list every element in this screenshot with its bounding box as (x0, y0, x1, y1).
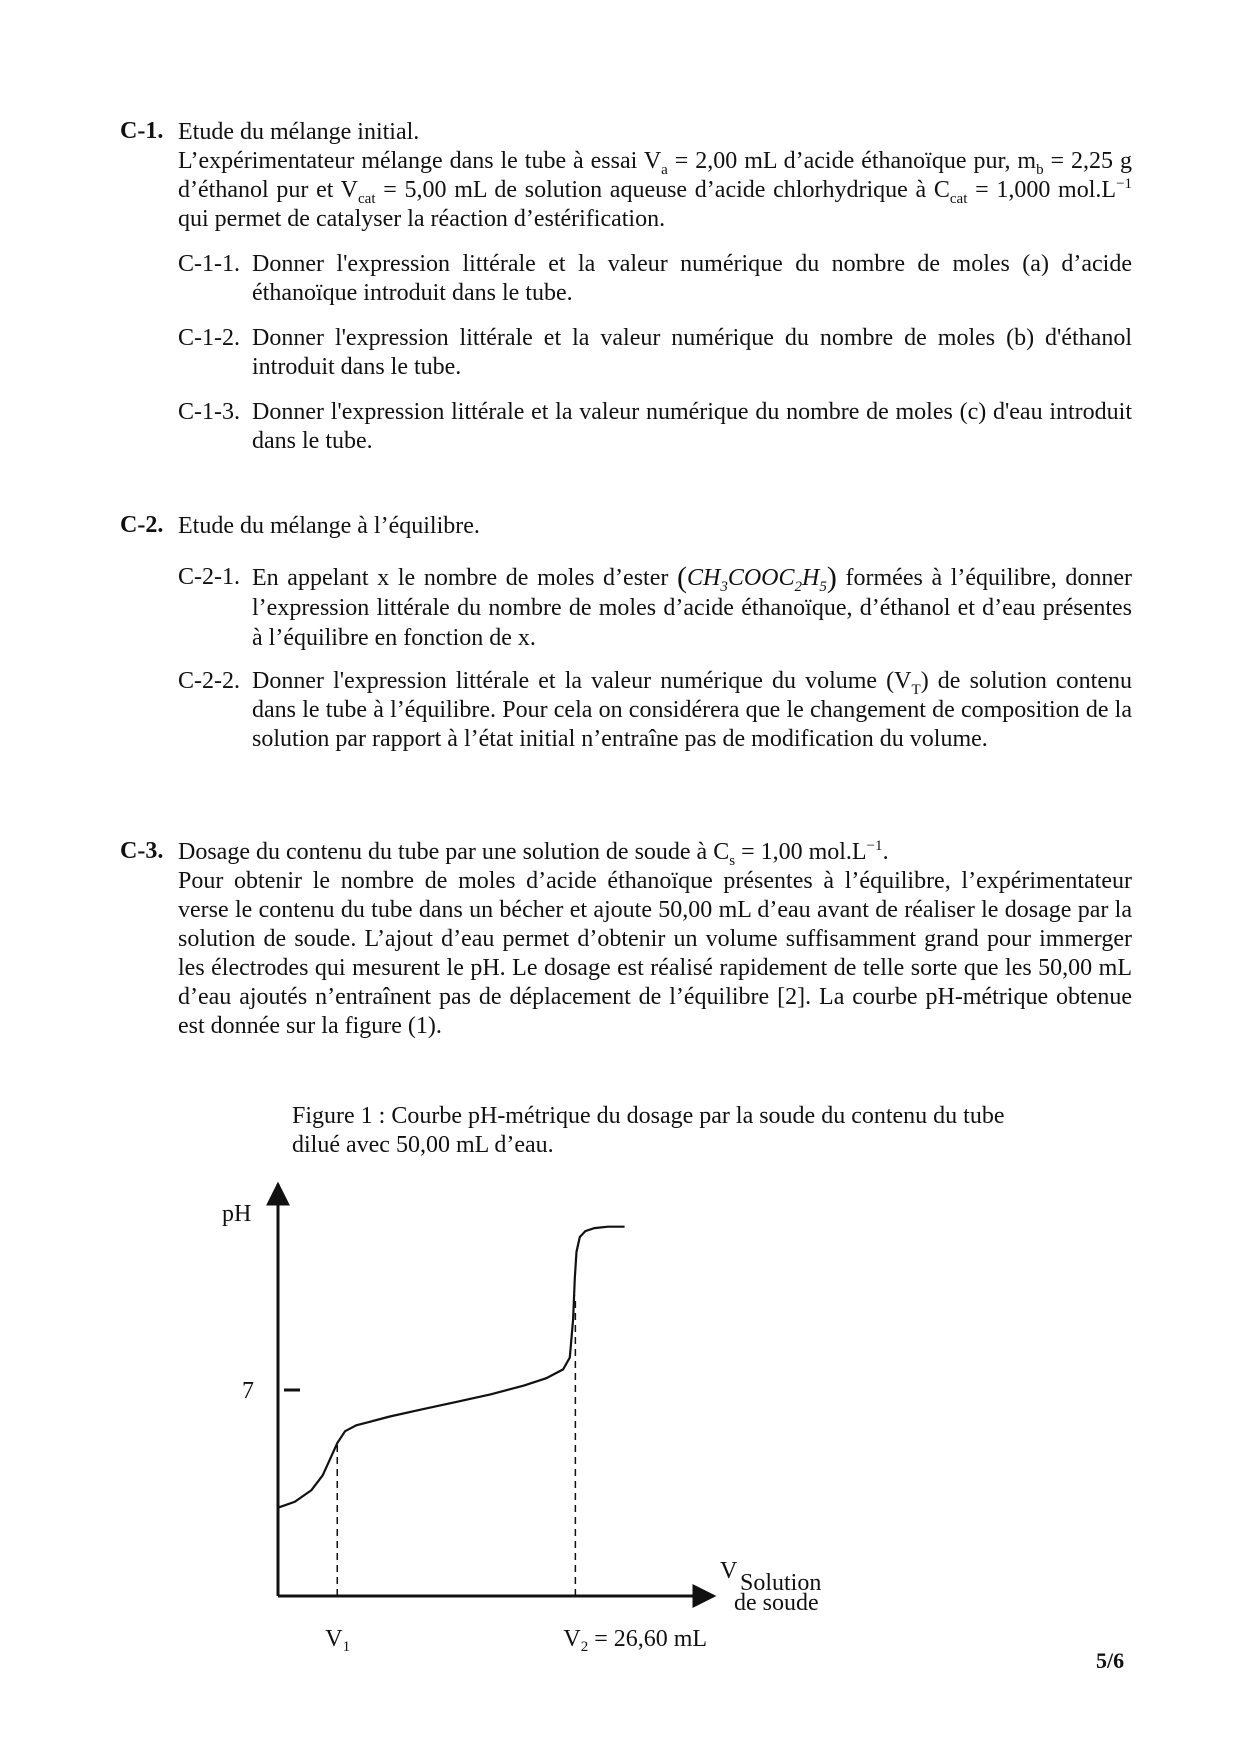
question-text: En appelant x le nombre de moles d’ester $(CH_3COOC_2H_5)$ formées à l’équilibre, donner l’expression littérale du nombre de moles d’acide éthanoïque, d’éthanol et d’eau présentes à l’équilibre en fonction de x. (252, 561, 1132, 651)
figure-caption: Figure 1 : Courbe pH-métrique du dosage par la soude du contenu du tube dilué avec 50,00 mL d’eau. (292, 1103, 1005, 1158)
x-axis-label-line1: Solution (740, 1570, 822, 1596)
section-number: C-3. (120, 838, 164, 864)
section-title: Etude du mélange à l’équilibre. (178, 513, 480, 539)
y-tick-label: 7 (242, 1378, 254, 1404)
question-text: Donner l'expression littérale et la valeur numérique du nombre de moles (c) d'eau introduit dans le tube. (252, 399, 1132, 454)
v2-label: $V_2 = 26,60$ mL (563, 1626, 708, 1655)
ester-formula: $(CH_3COOC_2H_5)$ (677, 561, 837, 595)
question-text: Donner l'expression littérale et la valeur numérique du nombre de moles (a) d’acide éthanoïque introduit dans le tube. (252, 251, 1132, 306)
section-paragraph: L’expérimentateur mélange dans le tube à essai $V_a = 2,00$ mL d’acide éthanoïque pur, $m_b = 2,25$ g d’éthanol pur et $V_{cat} = 5,00$ mL de solution aqueuse d’acide chlorhydrique à $C_{cat} = 1,000$ $mol.L^{-1}$ qui permet de catalyser la réaction d’estérification. (178, 148, 1133, 232)
question-number: C-1-1. (178, 251, 240, 277)
question-number: C-2-2. (178, 668, 240, 694)
question-number: C-1-2. (178, 325, 240, 351)
section-number: C-2. (120, 512, 164, 538)
section-paragraph: Pour obtenir le nombre de moles d’acide éthanoïque présentes à l’équilibre, l’expérimentateur verse le contenu du tube dans un bécher et ajoute 50,00 mL d’eau avant de réaliser le dosage par la solution de soude. L’ajout d’eau permet d’obtenir un volume suffisamment grand pour immerger les électrodes qui mesurent le pH. Le dosage est réalisé rapidement de telle sorte que les 50,00 mL d’eau ajoutés n’entraînent pas de déplacement de l’équilibre [2]. La courbe pH-métrique obtenue est donnée sur la figure (1). (178, 868, 1132, 1039)
section-title: Etude du mélange initial. (178, 119, 420, 145)
x-axis-symbol: V (720, 1558, 738, 1584)
question-number: C-2-1. (178, 564, 240, 590)
question-number: C-1-3. (178, 399, 240, 425)
page-number: 5/6 (1096, 1648, 1125, 1673)
question-text: Donner l'expression littérale et la valeur numérique du volume $(V_T)$ de solution contenu dans le tube à l’équilibre. Pour cela on considérera que le changement de composition de la solution par rapport à l’état initial n’entraîne pas de modification du volume. (252, 668, 1132, 752)
y-axis-label: pH (222, 1201, 252, 1227)
question-text: Donner l'expression littérale et la valeur numérique du nombre de moles (b) d'éthanol introduit dans le tube. (252, 325, 1132, 380)
v1-label: $V_1$ (325, 1626, 351, 1655)
section-number: C-1. (120, 118, 164, 144)
ph-curve-series (278, 1227, 625, 1508)
section-title: Dosage du contenu du tube par une solution de soude à $C_s = 1,00$ $mol.L^{-1}$. (178, 838, 889, 869)
x-axis-label-line2: de soude (734, 1590, 819, 1616)
